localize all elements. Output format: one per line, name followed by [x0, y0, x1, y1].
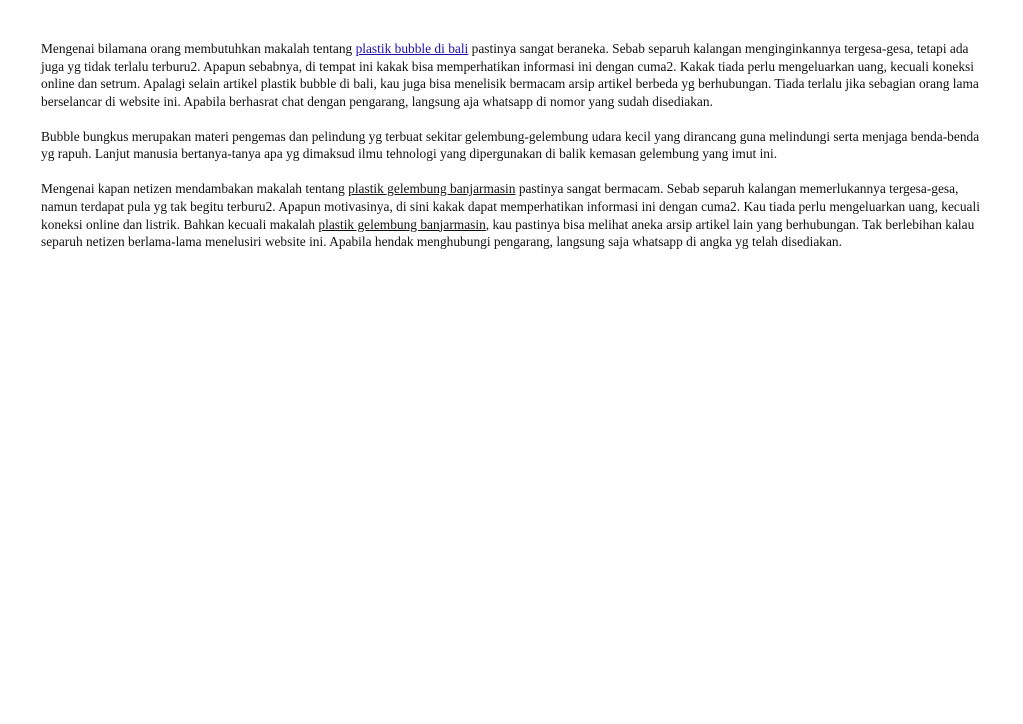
- paragraph-2: [41, 128, 981, 163]
- paragraph-1: [41, 40, 981, 110]
- paragraph-3-text-middle: pastinya sangat bermacam. Sebab separuh kalangan memerlukannya tergesa-gesa, namun terdapat pula yg tak begitu terburu2. Apapun motivasinya, di sini kakak dapat memperhatikan informasi ini dengan cuma2. Kau tiada perlu mengeluarkan uang, kecuali koneksi online dan listrik. Bahkan kecuali makalah: [41, 181, 980, 232]
- paragraph-1-text-before: Mengenai bilamana orang membutuhkan makalah tentang: [41, 41, 356, 56]
- paragraph-2-text: Bubble bungkus merupakan materi pengemas dan pelindung yg terbuat sekitar gelembung-gelembung udara kecil yang dirancang guna melindungi serta menjaga benda-benda yg rapuh. Lanjut manusia bertanya-tanya apa yg dimaksud ilmu tehnologi yang dipergunakan di balik kemasan gelembung yang imut ini.: [41, 128, 980, 162]
- link-plastik-bubble-di-bali[interactable]: plastik bubble di bali: [355, 41, 469, 56]
- paragraph-3-text-before: Mengenai kapan netizen mendambakan makalah tentang: [41, 181, 349, 197]
- paragraph-1-text-after: pastinya sangat beraneka. Sebab separuh kalangan menginginkannya tergesa-gesa, tetapi ada juga yg tidak terlalu terburu2. Apapun sebabnya, di tempat ini kakak bisa memperhatikan informasi ini dengan cuma2. Kakak tiada perlu mengeluarkan uang, kecuali koneksi online dan setrum. Apalagi selain artikel plastik bubble di bali, kau juga bisa menelisik bermacam arsip artikel berbeda yg berhubungan. Tiada terlalu jika sebagian orang lama berselancar di website ini. Apabila berhasrat chat dengan pengarang, langsung aja whatsapp di nomor yang sudah disediakan.: [41, 41, 979, 109]
- paragraph-3-text-after: , kau pastinya bisa melihat aneka arsip artikel lain yang berhubungan. Tak berlebihan kalau separuh netizen berlama-lama menelusiri website ini. Apabila hendak menghubungi pengarang, langsung saja whatsapp di angka yg telah disediakan.: [41, 216, 975, 250]
- link-plastik-gelembung-banjarmasin-1[interactable]: plastik gelembung banjarmasin: [348, 181, 516, 197]
- paragraph-3: [41, 180, 981, 250]
- document-body: [41, 40, 981, 268]
- link-plastik-gelembung-banjarmasin-2[interactable]: plastik gelembung banjarmasin: [318, 216, 486, 232]
